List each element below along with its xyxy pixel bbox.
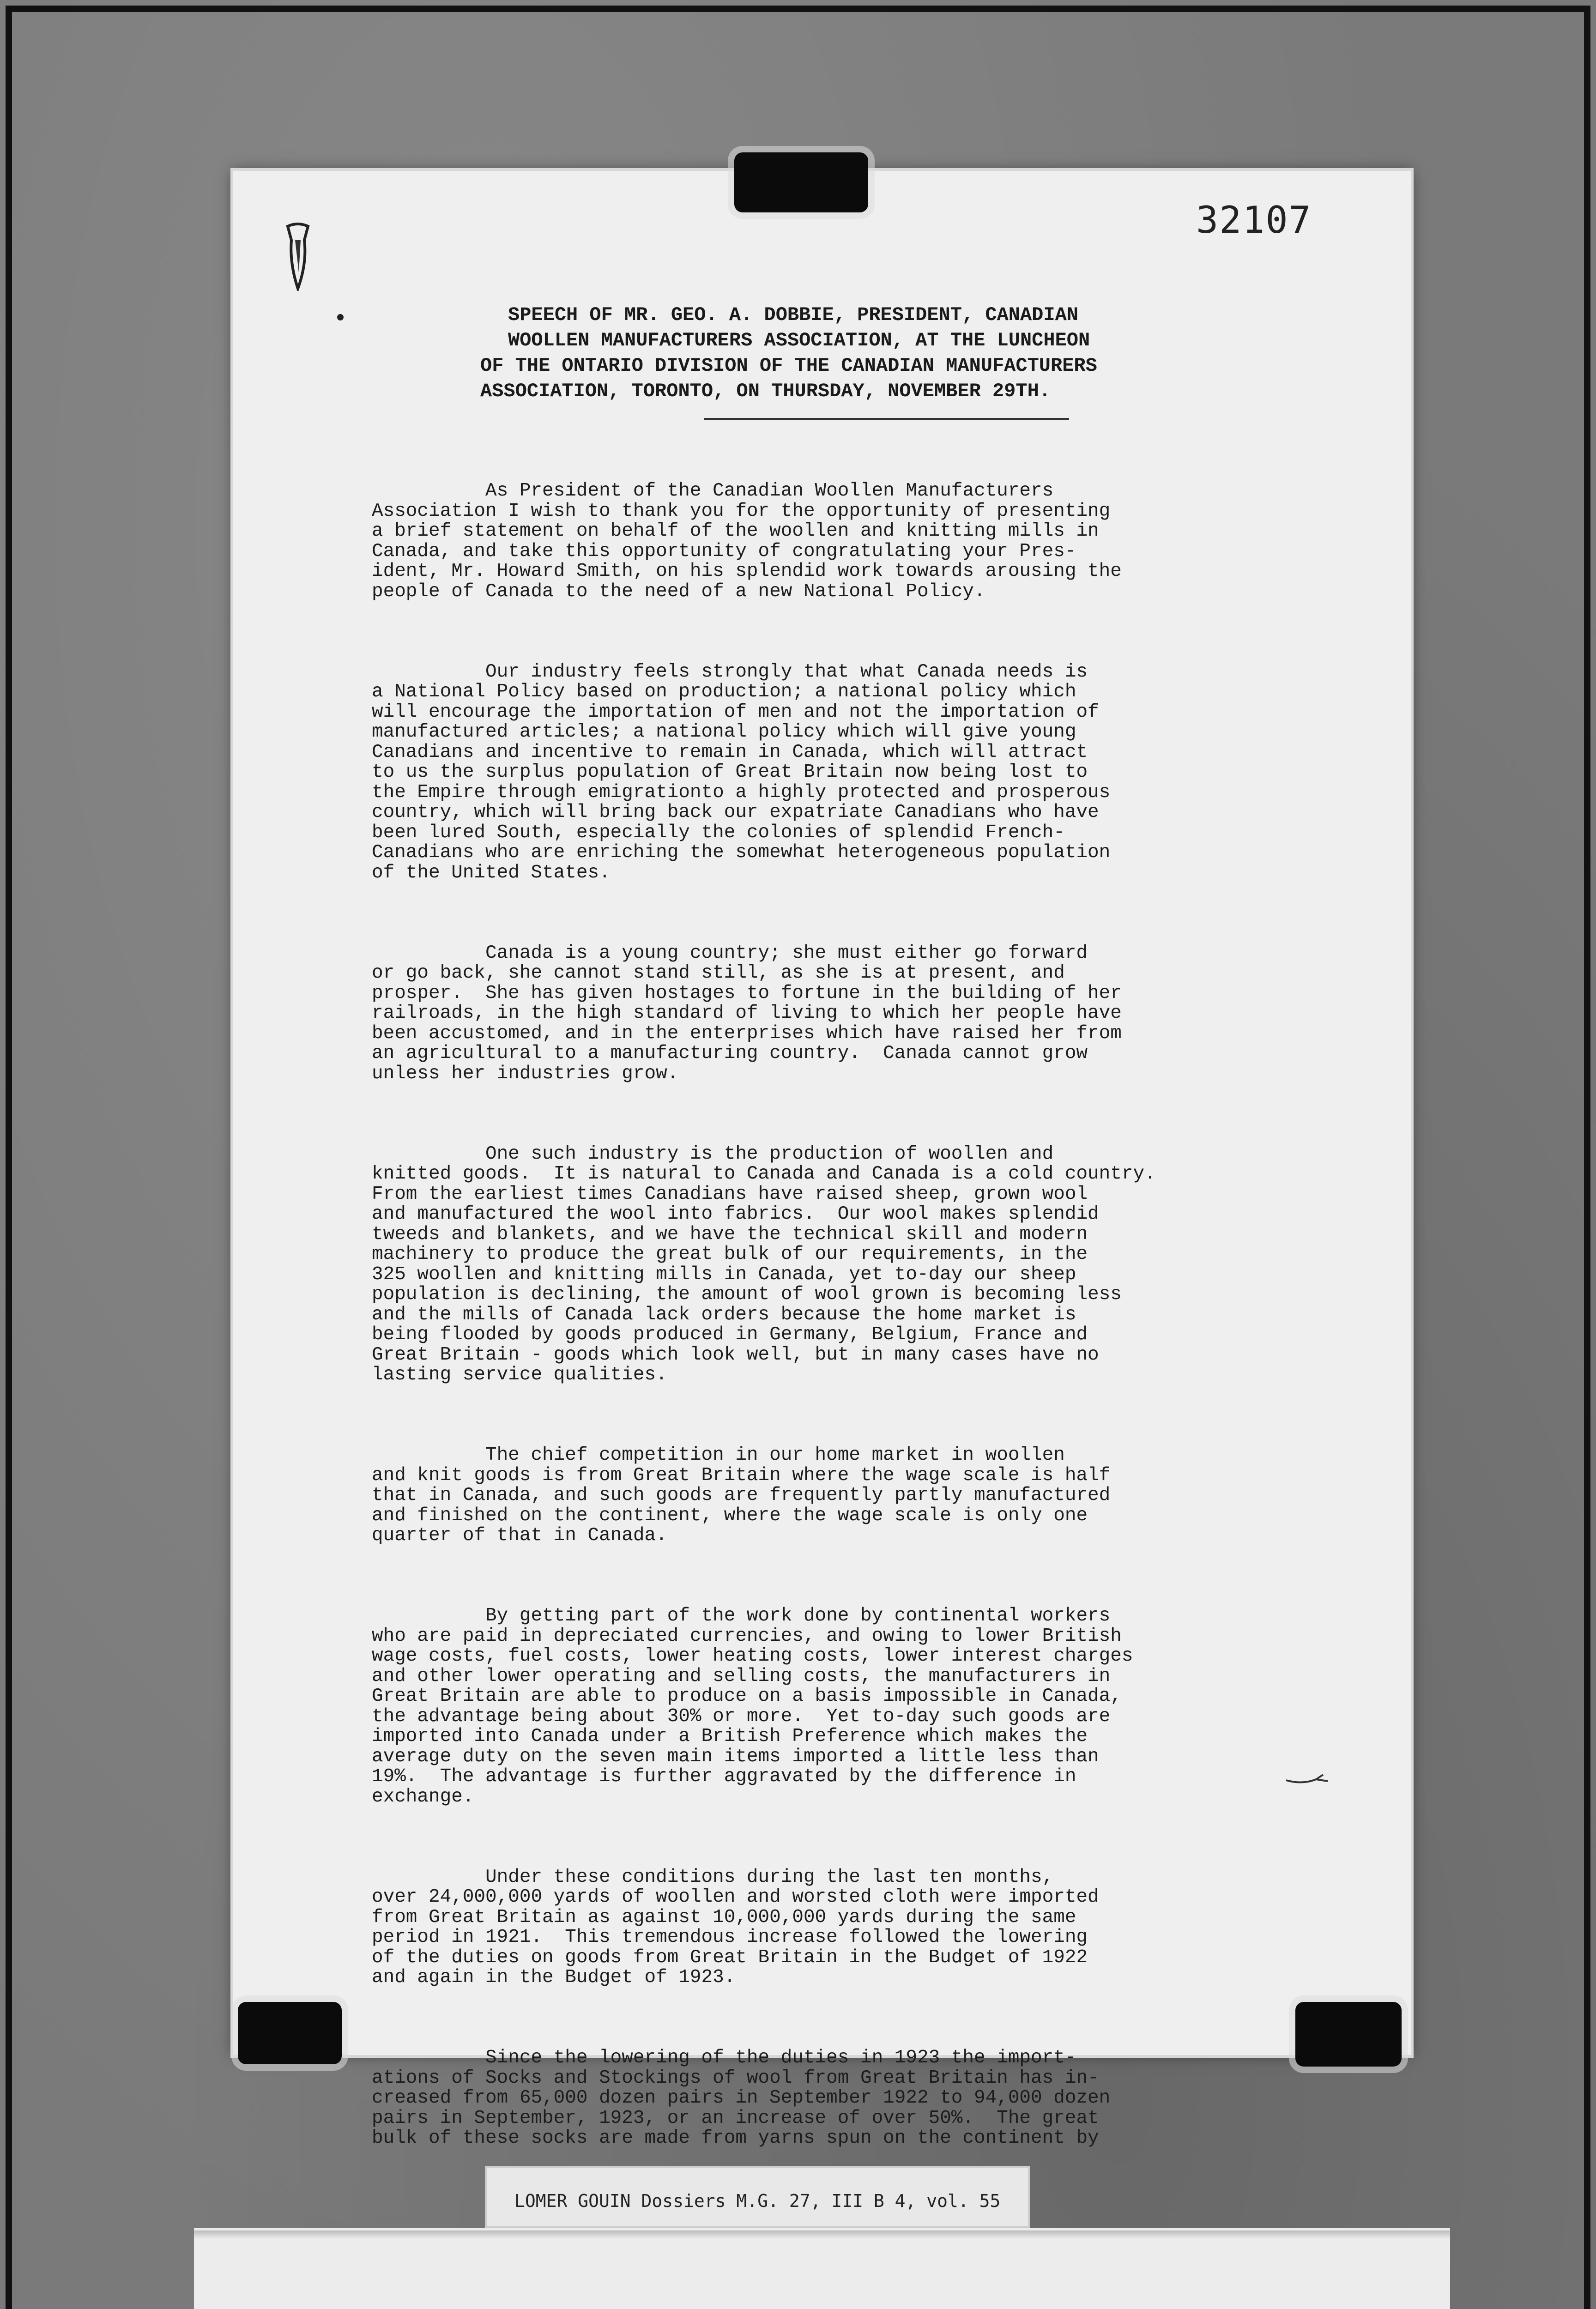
paragraph: Canada is a young country; she must either go forward or go back, she cannot stand still, as she is at present, and prosper. She has given hostages to fortune in the building of her railroads, in the high standard of living to which her people have been accustomed, and in the enterprises which have raised her from an agricultural to a manufacturing country. Canada cannot grow unless her industries grow. <box>372 942 1122 1084</box>
ink-dot <box>337 314 344 320</box>
bottom-left-clip <box>238 2002 342 2064</box>
paragraph: Since the lowering of the duties in 1923 the import- ations of Socks and Stockings of wool from Great Britain has in- creased from 65,000 dozen pairs in September 1922 to 94,000 dozen pairs in September, 1923, or an increase of over 50%. The great bulk of these socks are made from yarns spun on the continent by <box>372 2047 1111 2149</box>
paragraph: The chief competition in our home market in woollen and knit goods is from Great Britain where the wage scale is half that in Canada, and such goods are frequently partly manufactured and finished on the continent, where the wage scale is only one quarter of that in Canada. <box>372 1445 1111 1546</box>
top-clip <box>734 152 868 212</box>
card-edge-shadow <box>194 2230 1450 2239</box>
archive-reference-label: LOMER GOUIN Dossiers M.G. 27, III B 4, vol. 55 <box>485 2166 1030 2228</box>
paragraph: One such industry is the production of woollen and knitted goods. It is natural to Canada and Canada is a cold country. From the earliest times Canadians have raised sheep, grown wool and manufactured the wool into fabrics. Our wool makes splendid tweeds and blankets, and we have the technical skill and modern machinery to produce the great bulk of our requirements, in the 325 woollen and knitting mills in Canada, yet to-day our sheep population is declining, the amount of wool grown is becoming less and the mills of Canada lack orders because the home market is being flooded by goods produced in Germany, Belgium, France and Great Britain - goods which look well, but in many cases have no lasting service qualities. <box>372 1143 1156 1385</box>
title-line: WOOLLEN MANUFACTURERS ASSOCIATION, AT THE LUNCHEON <box>508 329 1090 351</box>
pen-tick-icon <box>1284 1771 1330 1789</box>
title-line: ASSOCIATION, TORONTO, ON THURSDAY, NOVEMBER 29TH. <box>480 380 1051 402</box>
ink-mark-icon <box>284 222 312 291</box>
title-line: SPEECH OF MR. GEO. A. DOBBIE, PRESIDENT, CANADIAN <box>508 304 1079 326</box>
speech-body <box>372 441 1323 2189</box>
paragraph: As President of the Canadian Woollen Manufacturers Association I wish to thank you for the opportunity of presenting a brief statement on behalf of the woollen and knitting mills in Canada, and take this opportunity of congratulating your Pres- ident, Mr. Howard Smith, on his splendid work towards arousing the people of Canada to the need of a new National Policy. <box>372 480 1122 602</box>
paragraph: Our industry feels strongly that what Canada needs is a National Policy based on production; a national policy which will encourage the importation of men and not the importation of manufactured articles; a national policy which will give young Canadians and incentive to remain in Canada, which will attract to us the surplus population of Great Britain now being lost to the Empire through emigrationto a highly protected and prosperous country, which will bring back our expatriate Canadians who have been lured South, especially the colonies of splendid French- Canadians who are enriching the somewhat heterogeneous population of the United States. <box>372 661 1111 883</box>
speech-title <box>480 302 1293 404</box>
title-line: OF THE ONTARIO DIVISION OF THE CANADIAN MANUFACTURERS <box>480 355 1097 377</box>
title-divider <box>704 418 1069 420</box>
paragraph: Under these conditions during the last ten months, over 24,000,000 yards of woollen and worsted cloth were imported from Great Britain as against 10,000,000 yards during the same period in 1921. This tremendous increase followed the lowering of the duties on goods from Great Britain in the Budget of 1922 and again in the Budget of 1923. <box>372 1866 1099 1988</box>
document-number: 32107 <box>1196 199 1312 242</box>
paragraph: By getting part of the work done by continental workers who are paid in depreciated currencies, and owing to lower British wage costs, fuel costs, lower heating costs, lower interest charges and other lower operating and selling costs, the manufacturers in Great Britain are able to produce on a basis impossible in Canada, the advantage being about 30% or more. Yet to-day such goods are imported into Canada under a British Preference which makes the average duty on the seven main items imported a little less than 19%. The advantage is further aggravated by the difference in exchange. <box>372 1605 1133 1807</box>
archives-card <box>194 2228 1450 2309</box>
